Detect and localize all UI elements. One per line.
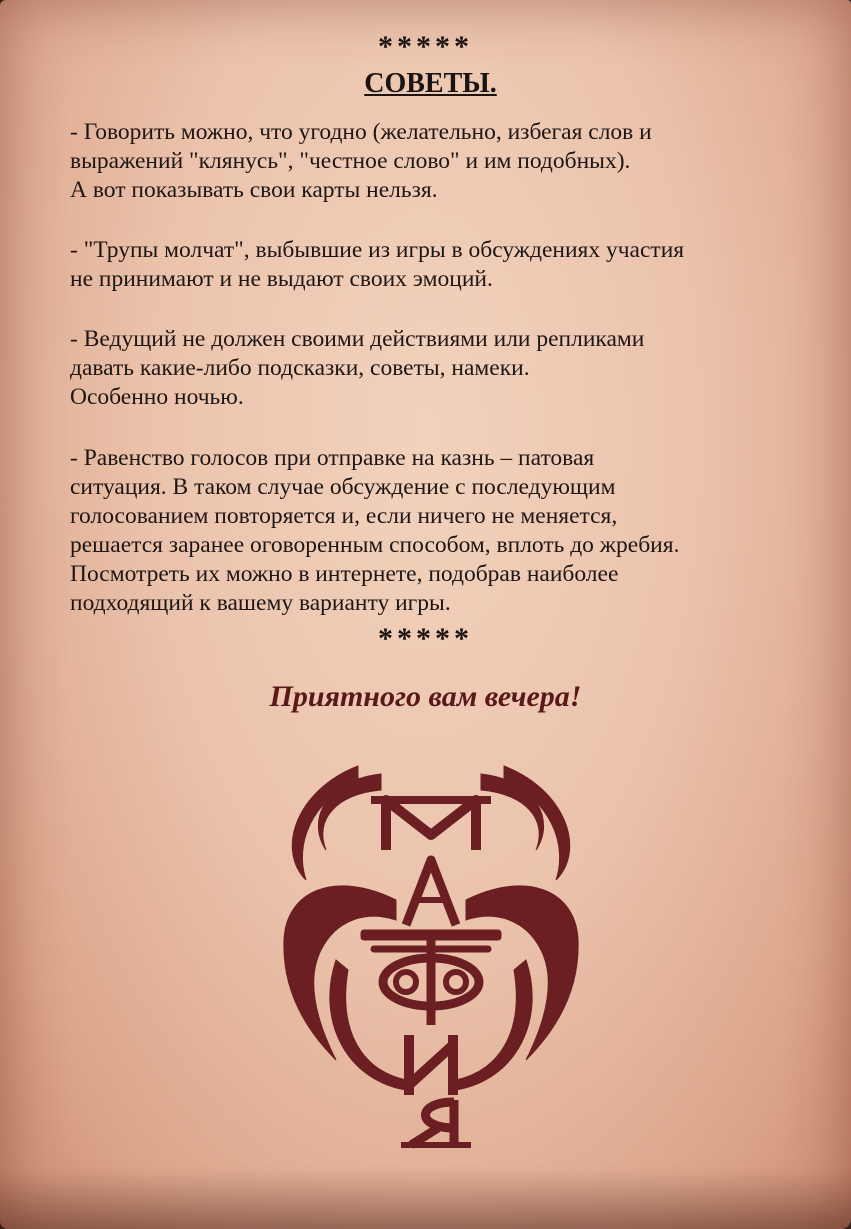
- center-bar: [361, 930, 501, 940]
- mafia-monogram-icon: [266, 760, 596, 1150]
- right-outer-swirl: [504, 766, 570, 880]
- tip-paragraph-3: - Ведущий не должен своими действиями или репликами давать какие-либо подсказки, советы, намеки. Особенно ночью.: [70, 326, 645, 410]
- bottom-stars-divider: *****: [378, 622, 473, 655]
- left-outer-swirl: [292, 766, 358, 880]
- tip-paragraph-4: - Равенство голосов при отправке на казнь – патовая ситуация. В таком случае обсуждение с последующим голосованием повторяется и, если ничего не меняется, решается заранее оговоренным способом, вплоть до жребия. Посмотреть их можно в интернете, подобрав наиболее подходящий к вашему варианту игры.: [70, 445, 680, 616]
- tip-paragraph-2: - "Трупы молчат", выбывшие из игры в обсуждениях участия не принимают и не выдают своих эмоций.: [70, 237, 685, 292]
- page-title: СОВЕТЫ.: [364, 68, 497, 99]
- farewell-text: Приятного вам вечера!: [269, 680, 582, 713]
- top-stars-divider: *****: [378, 30, 473, 63]
- tip-paragraph-1: - Говорить можно, что угодно (желательно, избегая слов и выражений "клянусь", "честное слово" и им подобных). А вот показывать свои карты нельзя.: [70, 119, 652, 203]
- page-edge-shadow: [0, 1169, 851, 1229]
